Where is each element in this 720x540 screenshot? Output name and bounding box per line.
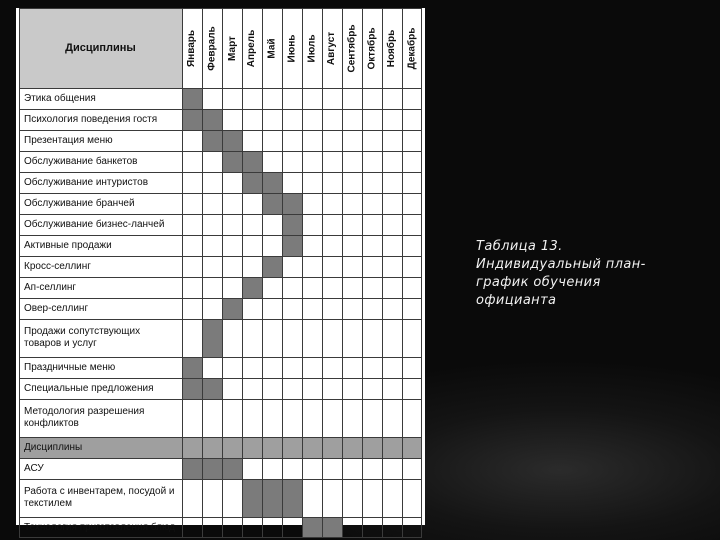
schedule-cell <box>342 235 362 256</box>
schedule-cell <box>282 437 302 458</box>
schedule-cell <box>262 151 282 172</box>
schedule-cell <box>182 517 202 538</box>
schedule-cell <box>282 109 302 130</box>
schedule-cell <box>302 479 322 517</box>
schedule-cell <box>382 88 402 109</box>
discipline-label: Ап-селлинг <box>24 281 77 293</box>
schedule-cell <box>382 319 402 357</box>
schedule-cell <box>342 256 362 277</box>
schedule-cell <box>242 130 262 151</box>
schedule-cell <box>362 399 382 437</box>
month-header-label: Январь <box>186 29 198 67</box>
schedule-cell <box>342 479 362 517</box>
schedule-cell <box>182 319 202 357</box>
schedule-cell <box>342 437 362 458</box>
schedule-cell <box>302 357 322 378</box>
schedule-cell <box>202 214 222 235</box>
schedule-cell <box>242 517 262 538</box>
schedule-cell <box>242 88 262 109</box>
grid-line <box>19 8 20 538</box>
caption-line-4: официанта <box>476 293 557 308</box>
schedule-cell <box>402 437 422 458</box>
schedule-cell <box>262 399 282 437</box>
month-header-label: Октябрь <box>366 27 378 69</box>
month-header-label: Май <box>266 37 278 59</box>
section-header-row: Дисциплины <box>19 437 182 458</box>
schedule-cell-filled <box>182 357 202 378</box>
schedule-cell <box>322 378 342 399</box>
schedule-cell-filled <box>242 172 262 193</box>
discipline-label: Работа с инвентарем, посудой и текстилем <box>24 486 175 509</box>
month-header-label: Июль <box>306 34 318 62</box>
schedule-cell <box>362 256 382 277</box>
schedule-cell <box>182 130 202 151</box>
month-header <box>222 8 242 88</box>
month-header <box>262 8 282 88</box>
schedule-cell <box>302 256 322 277</box>
schedule-cell <box>402 109 422 130</box>
schedule-cell <box>382 172 402 193</box>
schedule-cell <box>202 437 222 458</box>
schedule-cell <box>322 235 342 256</box>
schedule-cell <box>242 319 262 357</box>
month-header-label: Апрель <box>246 29 258 67</box>
schedule-cell <box>362 458 382 479</box>
schedule-cell <box>362 517 382 538</box>
discipline-label: Психология поведения гостя <box>24 113 158 125</box>
schedule-cell <box>202 151 222 172</box>
discipline-label: Овер-селлинг <box>24 302 89 314</box>
schedule-cell <box>242 298 262 319</box>
schedule-cell <box>262 130 282 151</box>
schedule-cell <box>262 319 282 357</box>
grid-line <box>262 8 263 538</box>
month-header <box>322 8 342 88</box>
grid-line <box>342 8 343 538</box>
schedule-cell <box>342 214 362 235</box>
schedule-cell <box>342 357 362 378</box>
schedule-cell <box>302 172 322 193</box>
schedule-cell <box>342 109 362 130</box>
schedule-cell <box>242 437 262 458</box>
schedule-cell <box>382 130 402 151</box>
discipline-label: Специальные предложения <box>24 382 154 394</box>
discipline-label: Обслуживание бизнес-ланчей <box>24 218 165 230</box>
schedule-cell <box>322 357 342 378</box>
schedule-cell <box>402 298 422 319</box>
schedule-cell-filled <box>182 109 202 130</box>
schedule-cell <box>382 479 402 517</box>
schedule-cell-filled <box>182 88 202 109</box>
schedule-cell-filled <box>202 130 222 151</box>
caption-line-3: график обучения <box>476 275 601 290</box>
grid-line <box>182 8 183 538</box>
schedule-cell <box>282 256 302 277</box>
schedule-cell <box>242 458 262 479</box>
schedule-cell-filled <box>282 479 302 517</box>
schedule-cell <box>282 458 302 479</box>
schedule-cell <box>402 277 422 298</box>
schedule-cell <box>362 172 382 193</box>
month-header-label: Декабрь <box>406 27 418 69</box>
schedule-cell <box>302 378 322 399</box>
schedule-cell <box>402 517 422 538</box>
schedule-cell <box>302 437 322 458</box>
schedule-cell <box>222 88 242 109</box>
schedule-cell <box>362 298 382 319</box>
schedule-cell <box>182 193 202 214</box>
schedule-cell <box>202 517 222 538</box>
grid-line <box>322 8 323 538</box>
schedule-cell <box>262 517 282 538</box>
schedule-cell-filled <box>322 517 342 538</box>
schedule-cell <box>222 437 242 458</box>
schedule-cell <box>322 277 342 298</box>
schedule-cell-filled <box>282 193 302 214</box>
schedule-cell <box>262 214 282 235</box>
schedule-cell <box>382 151 402 172</box>
schedule-cell <box>302 130 322 151</box>
schedule-cell <box>402 172 422 193</box>
schedule-cell <box>402 458 422 479</box>
schedule-cell <box>362 277 382 298</box>
schedule-cell <box>222 256 242 277</box>
schedule-cell-filled <box>222 298 242 319</box>
schedule-cell <box>182 151 202 172</box>
schedule-cell <box>302 109 322 130</box>
month-header <box>202 8 222 88</box>
month-header <box>402 8 422 88</box>
schedule-cell <box>302 88 322 109</box>
schedule-cell-filled <box>202 319 222 357</box>
schedule-cell <box>282 357 302 378</box>
month-header-label: Август <box>326 31 338 65</box>
schedule-cell-filled <box>242 277 262 298</box>
grid-line <box>302 8 303 538</box>
schedule-cell <box>402 357 422 378</box>
schedule-cell <box>282 151 302 172</box>
schedule-cell <box>242 357 262 378</box>
schedule-cell <box>262 378 282 399</box>
schedule-cell <box>202 277 222 298</box>
schedule-cell <box>322 298 342 319</box>
schedule-cell <box>202 399 222 437</box>
discipline-label: Активные продажи <box>24 239 112 251</box>
schedule-cell <box>382 256 402 277</box>
schedule-cell <box>202 172 222 193</box>
schedule-cell <box>342 517 362 538</box>
schedule-cell <box>222 235 242 256</box>
schedule-cell <box>262 357 282 378</box>
schedule-cell <box>262 277 282 298</box>
table-header-disciplines: Дисциплины <box>19 8 182 88</box>
schedule-table <box>19 8 423 533</box>
schedule-cell <box>402 235 422 256</box>
discipline-label: Обслуживание интуристов <box>24 176 149 188</box>
schedule-cell <box>382 437 402 458</box>
schedule-cell <box>402 130 422 151</box>
schedule-cell <box>402 193 422 214</box>
discipline-label: Технология приготовления блюд <box>24 521 176 533</box>
month-header <box>282 8 302 88</box>
schedule-cell <box>182 277 202 298</box>
grid-line <box>362 8 363 538</box>
schedule-cell <box>362 130 382 151</box>
schedule-cell <box>362 437 382 458</box>
schedule-cell <box>322 214 342 235</box>
schedule-cell <box>202 256 222 277</box>
table-caption <box>476 238 706 310</box>
schedule-cell <box>202 88 222 109</box>
month-header <box>302 8 322 88</box>
month-header <box>362 8 382 88</box>
schedule-cell <box>362 235 382 256</box>
schedule-cell-filled <box>222 130 242 151</box>
schedule-cell <box>202 298 222 319</box>
schedule-cell <box>322 399 342 437</box>
schedule-cell <box>382 277 402 298</box>
schedule-cell <box>182 172 202 193</box>
schedule-cell-filled <box>262 256 282 277</box>
month-header <box>342 8 362 88</box>
schedule-cell-filled <box>202 378 222 399</box>
schedule-cell <box>402 88 422 109</box>
month-header <box>382 8 402 88</box>
schedule-cell <box>342 88 362 109</box>
schedule-cell <box>342 130 362 151</box>
grid-line <box>242 8 243 538</box>
discipline-label: Обслуживание банкетов <box>24 155 138 167</box>
schedule-cell <box>382 235 402 256</box>
schedule-cell <box>182 235 202 256</box>
training-schedule-sheet <box>16 8 425 533</box>
schedule-cell <box>222 193 242 214</box>
grid-line <box>382 8 383 538</box>
schedule-cell <box>362 319 382 357</box>
schedule-cell <box>362 357 382 378</box>
schedule-cell <box>242 235 262 256</box>
schedule-cell <box>242 193 262 214</box>
schedule-cell <box>242 214 262 235</box>
schedule-cell <box>282 130 302 151</box>
schedule-cell <box>322 88 342 109</box>
discipline-label: Праздничные меню <box>24 361 116 373</box>
caption-line-1: Таблица 13. <box>476 239 563 254</box>
schedule-cell <box>382 517 402 538</box>
schedule-cell <box>402 479 422 517</box>
schedule-cell <box>402 319 422 357</box>
schedule-cell <box>222 399 242 437</box>
schedule-cell <box>242 399 262 437</box>
schedule-cell <box>282 319 302 357</box>
schedule-cell <box>242 378 262 399</box>
discipline-label: Методология разрешения конфликтов <box>24 406 145 429</box>
schedule-cell <box>262 109 282 130</box>
schedule-cell <box>242 256 262 277</box>
schedule-cell <box>182 437 202 458</box>
grid-line <box>402 8 403 538</box>
discipline-label: Обслуживание бранчей <box>24 197 135 209</box>
schedule-cell-filled <box>262 193 282 214</box>
schedule-cell <box>262 298 282 319</box>
schedule-cell-filled <box>302 517 322 538</box>
schedule-cell <box>182 479 202 517</box>
schedule-cell <box>302 151 322 172</box>
grid-line <box>282 8 283 538</box>
schedule-cell <box>202 235 222 256</box>
grid-line <box>421 8 422 538</box>
schedule-cell <box>382 214 402 235</box>
schedule-cell <box>342 193 362 214</box>
schedule-cell-filled <box>182 378 202 399</box>
schedule-cell <box>302 235 322 256</box>
schedule-cell <box>302 319 322 357</box>
schedule-cell-filled <box>222 151 242 172</box>
schedule-cell-filled <box>182 458 202 479</box>
schedule-cell <box>322 319 342 357</box>
schedule-cell <box>222 109 242 130</box>
schedule-cell <box>362 193 382 214</box>
schedule-cell <box>322 151 342 172</box>
schedule-cell <box>222 378 242 399</box>
schedule-cell-filled <box>222 458 242 479</box>
schedule-cell-filled <box>242 479 262 517</box>
month-header-label: Март <box>226 35 238 61</box>
schedule-cell <box>222 517 242 538</box>
schedule-cell <box>382 458 402 479</box>
schedule-cell <box>282 517 302 538</box>
schedule-cell <box>362 378 382 399</box>
schedule-cell <box>182 399 202 437</box>
schedule-cell <box>342 319 362 357</box>
schedule-cell <box>262 235 282 256</box>
schedule-cell <box>342 378 362 399</box>
schedule-cell <box>362 479 382 517</box>
schedule-cell <box>282 277 302 298</box>
schedule-cell <box>182 214 202 235</box>
schedule-cell <box>362 214 382 235</box>
month-header-label: Июнь <box>286 34 298 62</box>
discipline-label: Этика общения <box>24 92 96 104</box>
schedule-cell <box>402 378 422 399</box>
discipline-label: Кросс-селлинг <box>24 260 91 272</box>
schedule-cell <box>262 437 282 458</box>
schedule-cell <box>322 193 342 214</box>
schedule-cell <box>322 172 342 193</box>
schedule-cell-filled <box>282 214 302 235</box>
schedule-cell <box>302 399 322 437</box>
schedule-cell <box>322 458 342 479</box>
month-header <box>182 8 202 88</box>
month-header-label: Ноябрь <box>386 29 398 67</box>
discipline-label: Презентация меню <box>24 134 113 146</box>
schedule-cell <box>342 298 362 319</box>
schedule-cell <box>402 256 422 277</box>
schedule-cell <box>222 357 242 378</box>
schedule-cell <box>382 298 402 319</box>
schedule-cell <box>222 319 242 357</box>
schedule-cell <box>262 458 282 479</box>
month-header-label: Сентябрь <box>346 24 358 72</box>
schedule-cell-filled <box>202 109 222 130</box>
schedule-cell <box>382 193 402 214</box>
schedule-cell <box>362 88 382 109</box>
schedule-cell <box>342 172 362 193</box>
schedule-cell <box>202 479 222 517</box>
month-header <box>242 8 262 88</box>
grid-line <box>222 8 223 538</box>
schedule-cell-filled <box>202 458 222 479</box>
schedule-cell <box>382 378 402 399</box>
schedule-cell <box>382 399 402 437</box>
schedule-cell <box>402 151 422 172</box>
schedule-cell <box>302 277 322 298</box>
schedule-cell <box>282 88 302 109</box>
month-header-label: Февраль <box>206 25 218 71</box>
schedule-cell <box>342 399 362 437</box>
schedule-cell <box>242 109 262 130</box>
schedule-cell <box>222 277 242 298</box>
schedule-cell <box>342 277 362 298</box>
caption-line-2: Индивидуальный план- <box>476 257 646 272</box>
grid-line <box>202 8 203 538</box>
schedule-cell <box>302 193 322 214</box>
schedule-cell <box>402 214 422 235</box>
schedule-cell <box>402 399 422 437</box>
schedule-cell-filled <box>242 151 262 172</box>
schedule-cell <box>342 458 362 479</box>
schedule-cell <box>222 214 242 235</box>
schedule-cell-filled <box>262 172 282 193</box>
schedule-cell <box>182 298 202 319</box>
schedule-cell-filled <box>282 235 302 256</box>
schedule-cell <box>302 458 322 479</box>
schedule-cell <box>382 109 402 130</box>
schedule-cell <box>322 437 342 458</box>
schedule-cell <box>322 479 342 517</box>
discipline-label: Продажи сопутствующих товаров и услуг <box>24 326 141 349</box>
schedule-cell <box>282 172 302 193</box>
schedule-cell <box>182 256 202 277</box>
schedule-cell <box>262 88 282 109</box>
schedule-cell <box>382 357 402 378</box>
schedule-cell <box>282 298 302 319</box>
schedule-cell-filled <box>262 479 282 517</box>
schedule-cell <box>342 151 362 172</box>
schedule-cell <box>222 479 242 517</box>
schedule-cell <box>282 378 302 399</box>
schedule-cell <box>222 172 242 193</box>
schedule-cell <box>322 130 342 151</box>
schedule-cell <box>322 256 342 277</box>
schedule-cell <box>362 151 382 172</box>
schedule-cell <box>302 298 322 319</box>
schedule-cell <box>202 357 222 378</box>
schedule-cell <box>322 109 342 130</box>
schedule-cell <box>282 399 302 437</box>
schedule-cell <box>302 214 322 235</box>
schedule-cell <box>202 193 222 214</box>
discipline-label: АСУ <box>24 462 44 474</box>
schedule-cell <box>362 109 382 130</box>
